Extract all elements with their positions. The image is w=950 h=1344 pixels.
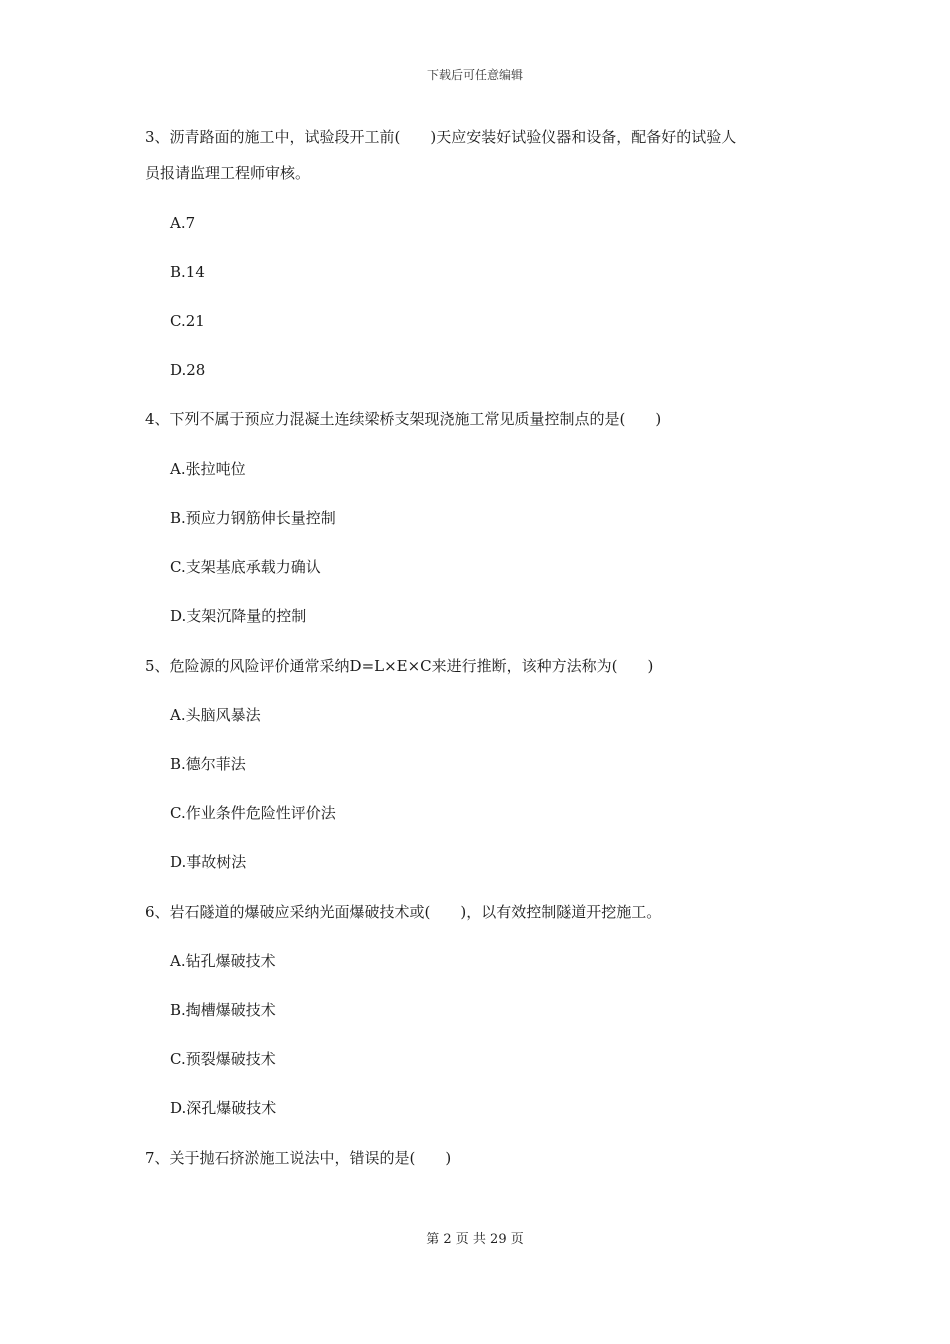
question-4-option-a: A.张拉吨位 (170, 460, 246, 478)
question-5-option-c: C.作业条件危险性评价法 (170, 804, 336, 822)
question-3-option-a: A.7 (170, 214, 196, 232)
question-6-option-c: C.预裂爆破技术 (170, 1050, 276, 1068)
question-6-option-a: A.钻孔爆破技术 (170, 952, 276, 970)
page-header: 下载后可任意编辑 (426, 68, 523, 82)
question-6-stem: 6、岩石隧道的爆破应采纳光面爆破技术或( )，以有效控制隧道开挖施工。 (145, 903, 662, 921)
question-6-option-d: D.深孔爆破技术 (170, 1099, 277, 1117)
question-5-option-a: A.头脑风暴法 (170, 706, 261, 724)
page-footer: 第 2 页 共 29 页 (426, 1232, 524, 1247)
question-3-option-c: C.21 (170, 312, 205, 330)
question-3-option-b: B.14 (170, 263, 205, 281)
question-7-stem: 7、关于抛石挤淤施工说法中，错误的是( ) (145, 1149, 452, 1167)
question-4-stem: 4、下列不属于预应力混凝土连续梁桥支架现浇施工常见质量控制点的是( ) (145, 410, 662, 428)
question-4-option-c: C.支架基底承载力确认 (170, 558, 321, 576)
question-5-option-d: D.事故树法 (170, 853, 247, 871)
question-3-option-d: D.28 (170, 361, 206, 379)
question-6-option-b: B.掏槽爆破技术 (170, 1001, 276, 1019)
question-5-stem: 5、危险源的风险评价通常采纳D=L×E×C来进行推断，该种方法称为( ) (145, 657, 654, 675)
question-4-option-d: D.支架沉降量的控制 (170, 607, 307, 625)
question-5-option-b: B.德尔菲法 (170, 755, 246, 773)
question-4-option-b: B.预应力钢筋伸长量控制 (170, 509, 336, 527)
question-3-stem-line-1: 3、沥青路面的施工中，试验段开工前( )天应安装好试验仪器和设备，配备好的试验人 (145, 128, 737, 146)
question-3-stem-line-2: 员报请监理工程师审核。 (145, 164, 311, 182)
